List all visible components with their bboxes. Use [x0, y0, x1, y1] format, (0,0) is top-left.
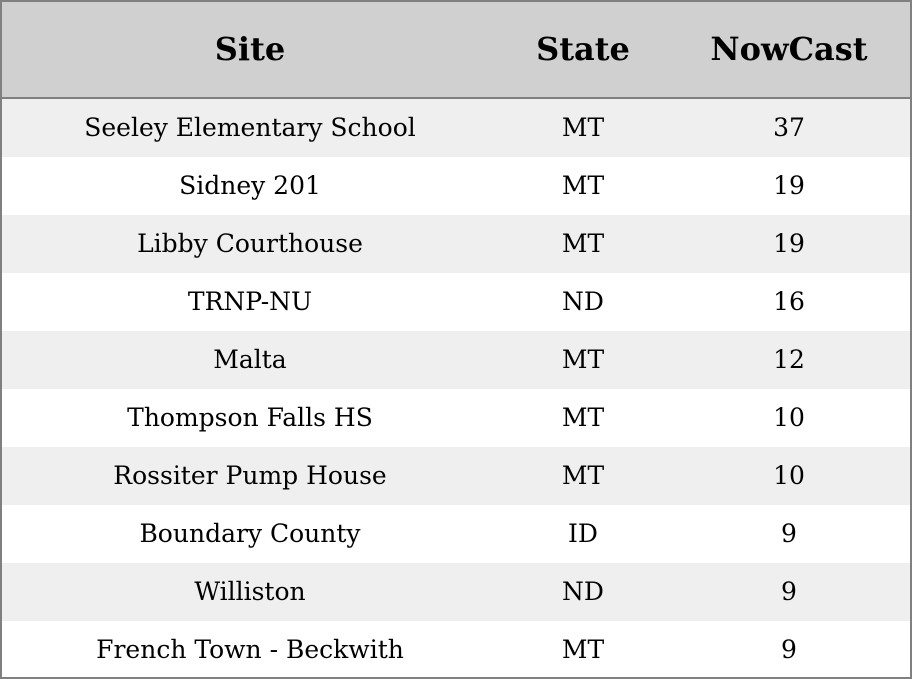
cell-site: Seeley Elementary School	[84, 113, 416, 142]
cell-site: Malta	[213, 345, 287, 374]
cell-site: French Town - Beckwith	[96, 635, 404, 664]
cell-state: MT	[561, 171, 605, 200]
cell-nowcast: 16	[773, 287, 805, 316]
cell-nowcast: 37	[773, 113, 805, 142]
cell-nowcast: 19	[773, 171, 805, 200]
cell-nowcast: 10	[773, 461, 805, 490]
cell-site: Libby Courthouse	[137, 229, 363, 258]
table-row	[2, 99, 910, 157]
cell-state: MT	[561, 229, 605, 258]
header-site: Site	[214, 30, 286, 68]
cell-site: Sidney 201	[179, 171, 321, 200]
table-row	[2, 447, 910, 505]
cell-state: MT	[561, 461, 605, 490]
cell-nowcast: 9	[781, 577, 797, 606]
table-row	[2, 621, 910, 679]
cell-state: ND	[562, 287, 604, 316]
cell-nowcast: 12	[773, 345, 805, 374]
table-row	[2, 215, 910, 273]
table-row	[2, 389, 910, 447]
table-row	[2, 273, 910, 331]
table-row	[2, 563, 910, 621]
cell-state: ID	[568, 519, 598, 548]
table-row	[2, 331, 910, 389]
cell-state: ND	[562, 577, 604, 606]
cell-state: MT	[561, 113, 605, 142]
cell-nowcast: 10	[773, 403, 805, 432]
cell-site: Boundary County	[139, 519, 361, 548]
cell-state: MT	[561, 635, 605, 664]
cell-state: MT	[561, 345, 605, 374]
cell-site: Rossiter Pump House	[113, 461, 387, 490]
header-state: State	[536, 30, 630, 68]
cell-site: Thompson Falls HS	[127, 403, 373, 432]
cell-state: MT	[561, 403, 605, 432]
table-row	[2, 505, 910, 563]
cell-nowcast: 19	[773, 229, 805, 258]
table-row	[2, 157, 910, 215]
cell-site: TRNP-NU	[187, 287, 313, 316]
cell-site: Williston	[194, 577, 306, 606]
header-nowcast: NowCast	[710, 30, 868, 68]
cell-nowcast: 9	[781, 635, 797, 664]
table-header-row	[2, 2, 910, 99]
cell-nowcast: 9	[781, 519, 797, 548]
